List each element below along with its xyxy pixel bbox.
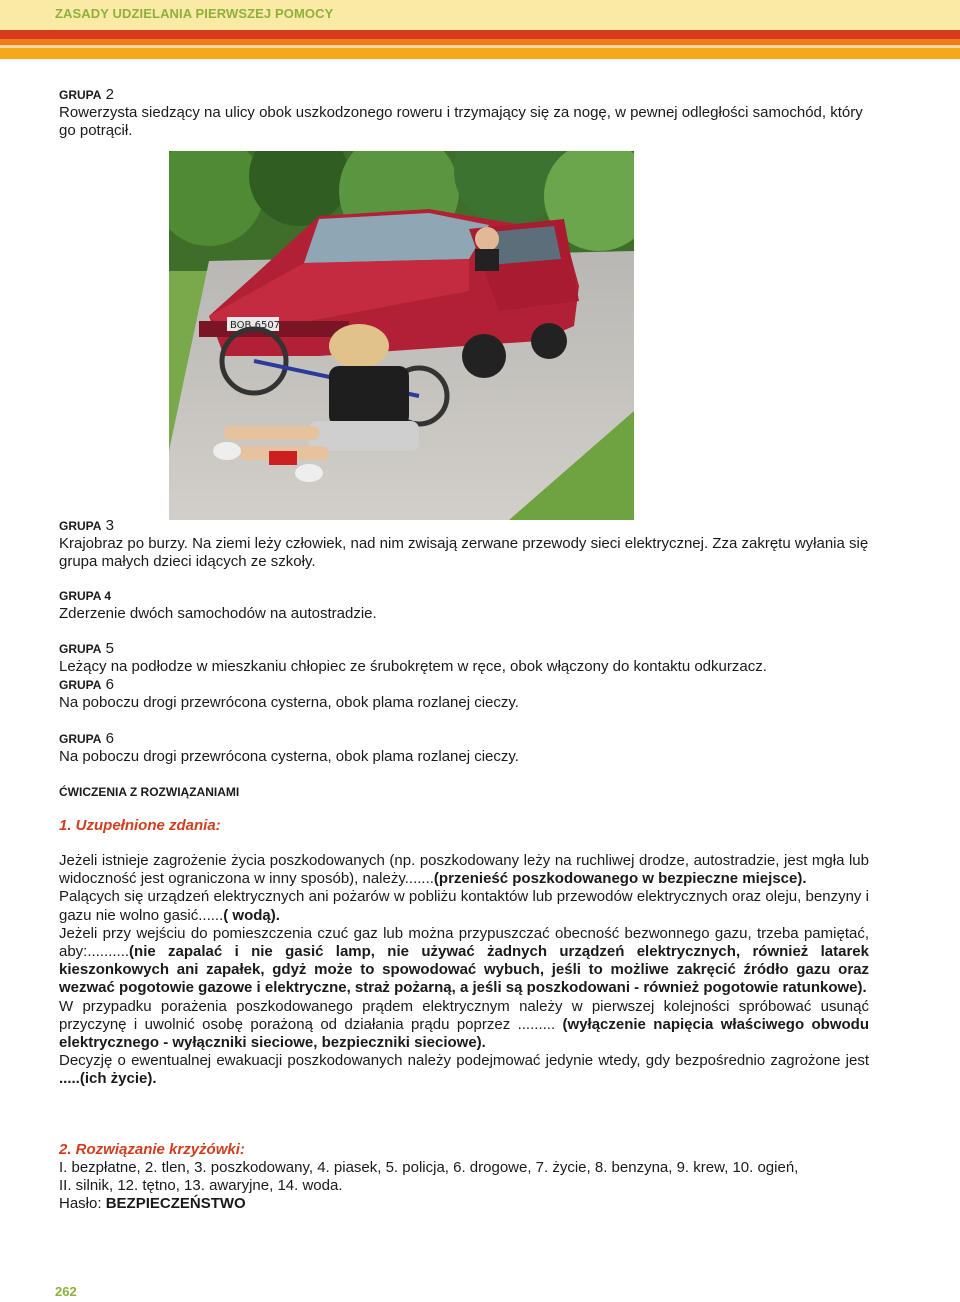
password-value: BEZPIECZEŃSTWO — [105, 1195, 246, 1213]
group-6-a — [59, 676, 871, 712]
exercise-1-title: 1. Uzupełnione zdania: — [59, 817, 221, 834]
page-number: 262 — [55, 1284, 77, 1299]
answer-bold: (nie zapalać i nie gasić lamp, nie używać żadnych urządzeń elektrycznych, również latarek kieszonkowych ani zapałek, gdyż może to spowodować wybuch, jeśli to możliwe zakręcić źródło gazu oraz wezwać pogotowie gazowe i elektryczne, straż pożarną, a jeśli są poszkodowani - również pogotowie ratunkowe). — [59, 943, 869, 997]
crossword-answers — [59, 1159, 869, 1214]
password-line — [59, 1195, 869, 1213]
crossword-line-2: II. silnik, 12. tętno, 13. awaryjne, 14. woda. — [59, 1177, 343, 1195]
exercises-heading-text: ĆWICZENIA Z ROZWIĄZANIAMI — [59, 785, 240, 799]
group-number: 2 — [105, 86, 114, 103]
group-2 — [59, 86, 871, 140]
group-text: Na poboczu drogi przewrócona cysterna, obok plama rozlanej cieczy. — [59, 748, 519, 765]
group-text: Zderzenie dwóch samochodów na autostradzie. — [59, 605, 377, 622]
header-stripe-red — [0, 30, 960, 39]
group-6-b — [59, 730, 871, 766]
group-text: Leżący na podłodze w mieszkaniu chłopiec ze śrubokrętem w ręce, obok włączony do kontaktu odkurzacz. — [59, 658, 767, 675]
group-label: GRUPA 4 — [59, 589, 112, 603]
header-band — [0, 0, 960, 30]
group-text: Rowerzysta siedzący na ulicy obok uszkodzonego roweru i trzymający się za nogę, w pewnej odległości samochód, który go potrącił. — [59, 104, 863, 139]
group-number: 6 — [105, 730, 114, 747]
answer-plain: Jeżeli istnieje zagrożenie życia poszkodowanych (np. poszkodowany leży na ruchliwej drodze, autostradzie, jest mgła lub widoczność jest ograniczona w inny sposób), należy....... — [59, 852, 869, 888]
crossword-line-1: I. bezpłatne, 2. tlen, 3. poszkodowany, 4. piasek, 5. policja, 6. drogowe, 7. życie, 8. benzyna, 9. krew, 10. ogień, — [59, 1159, 799, 1176]
answer-paragraph — [59, 998, 869, 1053]
answer-plain: Decyzję o ewentualnej ewakuacji poszkodowanych należy podejmować jedynie wtedy, gdy bezpośrednio zagrożone jest — [59, 1052, 869, 1070]
answer-bold: (wyłączenie napięcia właściwego obwodu elektrycznego - wyłączniki sieciowe, bezpieczniki sieciowe). — [59, 1015, 870, 1052]
group-number: 6 — [105, 676, 114, 693]
group-5 — [59, 640, 871, 676]
group-number: 5 — [105, 640, 114, 657]
group-number: 3 — [105, 517, 114, 534]
group-text: Krajobraz po burzy. Na ziemi leży człowiek, nad nim zwisają zerwane przewody sieci elektrycznej. Zza zakrętu wyłania się grupa małych dzieci idących ze szkoły. — [59, 535, 869, 570]
answer-bold: .....(ich życie). — [59, 1070, 157, 1088]
group-label: GRUPA — [59, 642, 102, 656]
license-plate: BOB 6507 — [230, 320, 281, 331]
group-label: GRUPA — [59, 519, 102, 533]
group-3 — [59, 517, 871, 571]
answer-paragraph — [59, 925, 869, 998]
password-label: Hasło: — [59, 1195, 106, 1213]
answer-paragraph — [59, 1052, 869, 1088]
header-title: ZASADY UDZIELANIA PIERWSZEJ POMOCY — [55, 6, 334, 21]
exercises-heading — [59, 783, 871, 801]
accident-photo — [169, 151, 634, 520]
accident-illustration — [169, 151, 634, 520]
group-label: GRUPA — [59, 732, 102, 746]
answer-plain: Palących się urządzeń elektrycznych ani pożarów w pobliżu kontaktów lub przewodów elektrycznych oraz oleju, benzyny i gazu nie wolno gasić...... — [59, 888, 869, 924]
group-label: GRUPA — [59, 88, 102, 102]
answer-plain: W przypadku porażenia poszkodowanego prądem elektrycznym należy w pierwszej kolejności spróbować usunąć przyczynę i uwolnić osobę porażoną od działania prądu poprzez ......... — [59, 997, 869, 1033]
answer-bold: (przenieść poszkodowanego w bezpieczne miejsce). — [433, 870, 807, 888]
answer-bold: ( wodą). — [223, 906, 280, 924]
exercise-2-title: 2. Rozwiązanie krzyżówki: — [59, 1141, 245, 1158]
group-text: Na poboczu drogi przewrócona cysterna, obok plama rozlanej cieczy. — [59, 694, 519, 711]
answer-paragraph — [59, 888, 869, 924]
answer-plain: Jeżeli przy wejściu do pomieszczenia czuć gaz lub można przypuszczać obecność bezwonnego gazu, trzeba pamiętać, aby:.......... — [59, 924, 869, 961]
group-label: GRUPA — [59, 678, 102, 692]
group-4 — [59, 587, 871, 623]
header-stripe-yellow — [0, 48, 960, 59]
exercise-1-body — [59, 852, 869, 1089]
answer-paragraph — [59, 852, 869, 888]
